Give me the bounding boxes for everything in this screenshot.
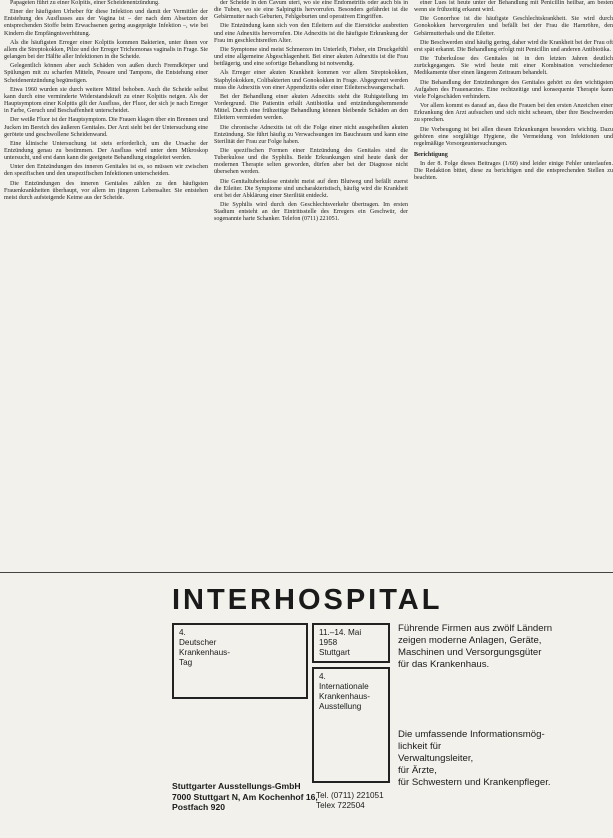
ad-audience-line: Die umfassende Informationsmög- xyxy=(398,729,545,740)
congress-line: Krankenhaus- xyxy=(179,648,230,657)
paragraph: Die Vorbeugung ist bei allen diesen Erkrankungen besonders wichtig. Dazu gehören eine sorgfältige Hygiene, die Vermeidung von Infektionen und regelmäßige Vorsorgeuntersuchungen. xyxy=(414,126,613,147)
paragraph: Die Behandlung der Entzündungen des Genitales gehört zu den wichtigsten Aufgaben des Frauenarztes. Eine rechtzeitige und konsequente Therapie kann viele Folgeschäden verhindern. xyxy=(414,79,613,100)
paragraph: einer Lues ist heute unter der Behandlung mit Penicillin heilbar, am besten wenn sie frühzeitig erkannt wird. xyxy=(414,0,613,14)
ad-description xyxy=(398,623,610,671)
paragraph: Die Beschwerden sind häufig gering, daher wird die Krankheit bei der Frau oft erst spät erkannt. Die Behandlung erfolgt mit Penicillin und anderen Antibiotika. xyxy=(414,39,613,53)
exhibition-line: Ausstellung xyxy=(319,702,362,711)
ad-description-line: zeigen moderne Anlagen, Geräte, xyxy=(398,635,542,646)
paragraph: Einer der häufigsten Urheber für diese Infektion und damit der Vermittler der Entstehung des Ausflusses aus der Vagina ist – der nach dem Absetzen der entsprechenden Stoffe beim Erwachsenen gering ausgeprägte Infektion –, wie bei Kindern die Empfängnisverhütung. xyxy=(4,9,208,37)
address-line: Stuttgarter Ausstellungs-GmbH xyxy=(172,781,301,791)
address-line: 7000 Stuttgart N, Am Kochenhof 16, xyxy=(172,791,318,802)
paragraph: der Scheide in den Cavum uteri, wo sie eine Endometritis oder auch bis in die Tuben, wo sie eine Salpingitis hervorrufen. Besonders gefährdet ist die Gebärmutter nach Geburten, Fehlgeburten und operativen Eingriffen. xyxy=(214,0,408,21)
telex-line: Telex 722504 xyxy=(316,801,365,810)
ad-audience-line: für Schwestern und Krankenpfleger. xyxy=(398,777,551,788)
date-box xyxy=(312,623,390,663)
section-heading: Berichtigung xyxy=(414,151,448,158)
paragraph: Unter den Entzündungen des inneren Genitales ist es, so müssen wir zwischen den spezifischen und den unspezifischen Infektionen unterscheiden. xyxy=(4,164,208,178)
year-line: 1958 xyxy=(319,638,338,647)
ad-audience xyxy=(398,729,610,789)
paragraph: Die Gonorrhoe ist die häufigste Geschlechtskrankheit. Sie wird durch Gonokokken hervorgerufen und befällt bei der Frau die Harnröhre, den Gebärmutterhals und die Eileiter. xyxy=(414,16,613,37)
address-line: Postfach 920 xyxy=(172,802,226,812)
exhibition-line: Internationale xyxy=(319,682,369,691)
paragraph: Als Erreger einer akuten Krankheit kommen vor allem Streptokokken, Staphylokokken, Colibakterien und Gonokokken in Frage. Abgegrenzt werden muss die Adnexitis von einer Appendizitis oder einer Eileiterschwangerschaft. xyxy=(214,70,408,91)
exhibition-line: Krankenhaus- xyxy=(319,692,370,701)
congress-line: Deutscher xyxy=(179,638,217,647)
article-column-2 xyxy=(214,0,408,566)
paragraph: Die Syphilis wird durch den Geschlechtsverkehr übertragen. Im ersten Stadium entsteht an der Eintrittsstelle des Erregers ein Geschwür, der sogenannte harte Schanker. Telefon (0711) 221051. xyxy=(214,202,408,223)
ad-audience-line: lichkeit für xyxy=(398,741,442,752)
exhibition-box xyxy=(312,667,390,783)
paragraph: Die Entzündungen des inneren Genitales zählen zu den häufigsten Frauenkrankheiten überhaupt, vor allem im jüngeren Lebensalter. Sie entstehen meist durch aufsteigende Keime aus der Scheide. xyxy=(4,180,208,201)
date-line: 11.–14. Mai xyxy=(319,628,362,637)
paragraph: Die Genitaltuberkulose entsteht meist auf dem Blutweg und befällt zuerst die Eileiter. Die Symptome sind uncharakteristisch, häufig wird die Krankheit erst bei der Abklärung einer Sterilität entdeckt. xyxy=(214,178,408,199)
ad-description-line: Maschinen und Versorgungsgüter xyxy=(398,647,542,658)
organizer-contact xyxy=(316,791,392,811)
divider xyxy=(0,572,613,573)
paragraph: In der 8. Folge dieses Beitrages (1/60) sind leider einige Fehler unterlaufen. Die Redaktion bittet, diese zu berichtigen und die entsprechenden Stellen zu beachten. xyxy=(414,161,613,182)
paragraph: Eine klinische Untersuchung ist stets erforderlich, um die Ursache der Entzündung genau zu bestimmen. Der Ausfluss wird unter dem Mikroskop untersucht, und erst dann kann die geeignete Behandlung eingeleitet werden. xyxy=(4,140,208,162)
article-column-1 xyxy=(4,0,208,566)
city-line: Stuttgart xyxy=(319,648,350,657)
paragraph: Gelegentlich können aber auch Schäden von außen durch Fremdkörper und Spülungen mit zu scharfen Mitteln, Pessare und Tampons, die Entstehung einer Scheidenentzündung begünstigen. xyxy=(4,63,208,84)
congress-line: 4. xyxy=(179,628,186,637)
paragraph: Bei der Behandlung einer akuten Adnexitis steht die Ruhigstellung im Vordergrund. Die Patientin erhält Antibiotika und entzündungshemmende Mittel. Durch eine frühzeitige Behandlung können bleibende Schäden an den Eileitern vermieden werden. xyxy=(214,93,408,122)
paragraph: Die chronische Adnexitis ist oft die Folge einer nicht ausgeheilten akuten Entzündung. Sie führt häufig zu Verwachsungen im Bauchraum und kann eine Sterilität der Frau zur Folge haben. xyxy=(214,124,408,145)
article-column-3 xyxy=(414,0,613,566)
exhibition-line: 4. xyxy=(319,672,326,681)
paragraph: Die Entzündung kann sich von den Eileitern auf die Eierstöcke ausbreiten und eine Adnexitis hervorrufen. Die Adnexitis ist die häufigste Erkrankung der Frau im geschlechtsreifen Alter. xyxy=(214,23,408,44)
article-columns xyxy=(4,0,613,566)
organizer-address xyxy=(172,781,318,813)
paragraph: Als die häufigsten Erreger einer Kolpitis kommen Bakterien, unter ihnen vor allem die Streptokokken, Pilze und der Erreger Trichomonas vaginalis in Frage. Sie gelangen bei der Hälfte aller Infektionen in die Scheide. xyxy=(4,39,208,61)
paragraph: Die spezifischen Formen einer Entzündung des Genitales sind die Tuberkulose und die Syphilis. Beide Erkrankungen sind heute dank der modernen Therapie selten geworden, dürfen aber bei der Diagnose nicht übersehen werden. xyxy=(214,147,408,176)
paragraph: Vor allem kommt es darauf an, dass die Frauen bei den ersten Anzeichen einer Erkrankung den Arzt aufsuchen und sich nicht scheuen, über ihre Beschwerden zu sprechen. xyxy=(414,103,613,124)
paragraph: Die Tuberkulose des Genitales ist in den letzten Jahren deutlich zurückgegangen. Sie wird heute mit einer Kombination verschiedener Medikamente über einen längeren Zeitraum behandelt. xyxy=(414,56,613,77)
ad-audience-line: für Ärzte, xyxy=(398,765,437,776)
paragraph: Die Symptome sind meist Schmerzen im Unterleib, Fieber, ein Druckgefühl und eine allgemeine Abgeschlagenheit. Bei einer akuten Adnexitis ist die Frau bettlägerig, und eine sofortige Behandlung ist notwendig. xyxy=(214,46,408,68)
congress-line: Tag xyxy=(179,658,193,667)
ad-description-line: für das Krankenhaus. xyxy=(398,659,490,670)
paragraph: Der weiße Fluor ist der Hauptsymptom. Die Frauen klagen über ein Brennen und Jucken im Bereich des äußeren Genitales. Der Arzt sieht bei der Untersuchung eine gerötete und geschwollene Scheidenwand. xyxy=(4,117,208,138)
paragraph: Papageien führt zu einer Kolpitis, einer Scheidenentzündung. xyxy=(10,0,160,6)
ad-audience-line: Verwaltungsleiter, xyxy=(398,753,474,764)
advertisement xyxy=(164,583,613,833)
ad-title: INTERHOSPITAL xyxy=(172,584,443,616)
congress-box xyxy=(172,623,308,699)
phone-line: Tel. (0711) 221051 xyxy=(316,791,384,800)
ad-description-line: Führende Firmen aus zwölf Ländern xyxy=(398,623,553,634)
paragraph: Etwa 1960 wurden sie durch weitere Mittel behoben. Auch die Scheide selbst kann durch eine verminderte Widerstandskraft zu einer Kolpitis neigen. Als der Hauptsymptom einer Kolpitis gilt der Ausfluss, der Fluor, der sich je nach Erreger in Farbe, Geruch und Beschaffenheit unterscheidet. xyxy=(4,86,208,115)
